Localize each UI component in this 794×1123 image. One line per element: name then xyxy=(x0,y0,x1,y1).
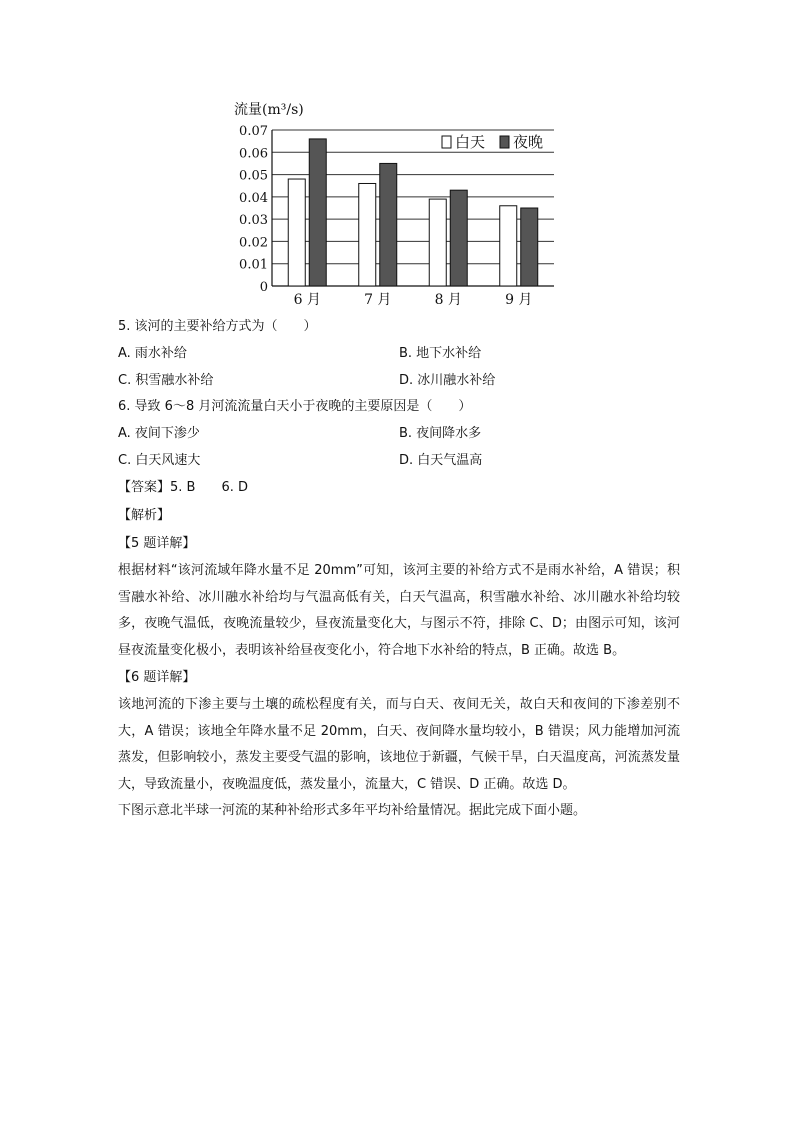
y-tick-label: 0.06 xyxy=(239,146,268,162)
legend-swatch xyxy=(500,136,509,148)
y-tick-label: 0.01 xyxy=(239,257,268,273)
bar-night xyxy=(380,163,397,286)
q5-option-b: B. 地下水补给 xyxy=(399,346,482,361)
bar-chart xyxy=(228,92,558,308)
bar-day xyxy=(429,199,446,286)
q5-option-a: A. 雨水补给 xyxy=(118,346,187,361)
q5-heading: 【5 题详解】 xyxy=(118,536,196,551)
q6-explanation: 该地河流的下渗主要与土壤的疏松程度有关，而与白天、夜间无关，故白天和夜间的下渗差别不大，A 错误；该地全年降水量不足 20mm，白天、夜间降水量均较小，B 错误；风力能增加河流蒸发，但影响较小，蒸发主要受气温的影响，该地位于新疆，气候干旱，白天温度高，河流蒸发量大，导致流量小，夜晚温度低，蒸发量小，流量大，C 错误、D 正确。故选 D。 xyxy=(118,697,680,792)
x-tick-label: 6 月 xyxy=(293,292,321,308)
y-axis-label: 流量(m³/s) xyxy=(234,102,304,118)
answer-line: 【答案】5. B 6. D xyxy=(118,480,249,495)
x-tick-label: 7 月 xyxy=(364,292,392,308)
bar-night xyxy=(309,139,326,286)
y-tick-label: 0 xyxy=(259,280,268,295)
y-tick-label: 0.03 xyxy=(239,213,268,229)
legend-label: 夜晚 xyxy=(513,133,544,151)
q5-option-c: C. 积雪融水补给 xyxy=(118,373,214,388)
question-5-options-row-1 xyxy=(118,340,680,367)
bar-night xyxy=(521,208,538,286)
bar-day xyxy=(500,206,517,286)
question-content xyxy=(118,314,680,825)
bar-night xyxy=(450,190,467,286)
bar-day xyxy=(288,179,305,286)
question-6-options-row-2 xyxy=(118,447,680,474)
y-tick-label: 0.05 xyxy=(239,168,268,184)
x-tick-label: 8 月 xyxy=(434,292,462,308)
x-tick-label: 9 月 xyxy=(505,292,533,308)
q6-option-c: C. 白天风速大 xyxy=(118,453,201,468)
q6-heading: 【6 题详解】 xyxy=(118,670,196,685)
question-6-options-row-1 xyxy=(118,420,680,447)
analysis-heading: 【解析】 xyxy=(118,508,171,523)
q5-explanation: 根据材料“该河流域年降水量不足 20mm”可知，该河主要的补给方式不是雨水补给，A 错误；积雪融水补给、冰川融水补给均与气温高低有关，白天气温高，积雪融水补给、冰川融水补给均较多，夜晚气温低，夜晚流量较少，昼夜流量变化大，与图示不符，排除 C、D；由图示可知，该河昼夜流量变化极小，表明该补给昼夜变化小，符合地下水补给的特点，B 正确。故选 B。 xyxy=(118,563,680,658)
legend-swatch xyxy=(442,136,451,148)
q5-option-d: D. 冰川融水补给 xyxy=(399,373,496,388)
y-tick-label: 0.04 xyxy=(239,190,268,206)
y-tick-label: 0.07 xyxy=(239,124,268,139)
bar-day xyxy=(359,183,376,286)
q6-option-b: B. 夜间降水多 xyxy=(399,426,482,441)
next-question-intro: 下图示意北半球一河流的某种补给形式多年平均补给量情况。据此完成下面小题。 xyxy=(118,803,587,818)
legend-label: 白天 xyxy=(455,133,486,151)
q6-option-d: D. 白天气温高 xyxy=(399,453,483,468)
question-5-options-row-2 xyxy=(118,367,680,394)
q6-option-a: A. 夜间下渗少 xyxy=(118,426,200,441)
y-tick-label: 0.02 xyxy=(239,235,268,251)
question-5-stem: 5. 该河的主要补给方式为（ ） xyxy=(118,319,317,334)
question-6-stem: 6. 导致 6～8 月河流流量白天小于夜晚的主要原因是（ ） xyxy=(118,399,472,414)
